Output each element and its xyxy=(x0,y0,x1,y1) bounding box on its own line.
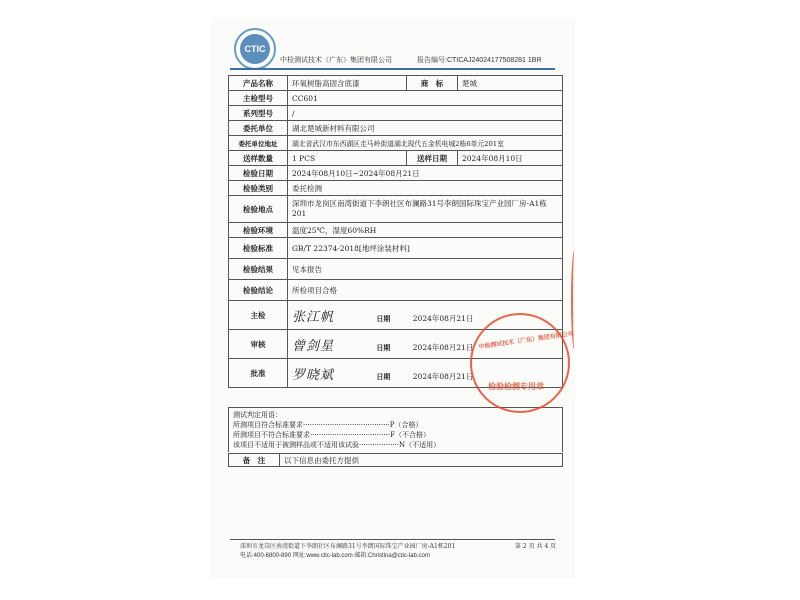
row-label: 产品名称 xyxy=(229,76,288,91)
row-value: 2024年08月10日~2024年08月21日 xyxy=(288,166,563,181)
header-divider xyxy=(230,68,555,70)
table-row xyxy=(229,166,563,181)
report-page xyxy=(210,18,575,578)
footer-address: 深圳市龙岗区南湾街道下李朗社区布澜路31号李朗国际珠宝产业园厂房-A1栋201 xyxy=(240,543,456,550)
row-value: 温度25℃，湿度60%RH xyxy=(288,223,563,238)
date-label: 日期 xyxy=(376,343,391,352)
report-number: 报告编号:CTICAJ24024177508281 1BR xyxy=(417,57,542,64)
table-row xyxy=(229,280,563,301)
handwritten-signature: 罗晓斌 xyxy=(292,367,335,383)
official-seal xyxy=(470,313,575,413)
seal-edge-mark xyxy=(571,250,578,350)
table-row xyxy=(229,76,563,91)
table-row xyxy=(229,121,563,136)
table-row xyxy=(229,151,563,166)
row-value: 所检项目合格 xyxy=(288,280,563,301)
row-label: 系列型号 xyxy=(229,106,288,121)
criteria-line: 所测项目符合标准要求·······································P（合格） xyxy=(233,421,423,429)
row-value: 2024年08月10日 xyxy=(458,151,563,166)
row-label: 商 标 xyxy=(407,76,458,91)
page-number: 第 2 页 共 4 页 xyxy=(515,543,557,550)
criteria-line: 该项目不适用于被测样品或不适用该试验··················N（不适用） xyxy=(233,441,441,449)
row-label: 委托单位 xyxy=(229,121,288,136)
row-value: 见本报告 xyxy=(288,259,563,280)
row-label: 检验结论 xyxy=(229,280,288,301)
row-value: 委托检测 xyxy=(288,181,563,196)
signature-role: 批准 xyxy=(229,359,288,388)
criteria-line: 所测项目不符合标准要求····································F（不合格） xyxy=(233,431,430,439)
row-value: 湖北楚城新材料有限公司 xyxy=(288,121,563,136)
row-label: 检验日期 xyxy=(229,166,288,181)
date-label: 日期 xyxy=(376,314,391,323)
footer-contact: 电话:400-6800-890 网址:www.ctic-lab.com 邮箱:Christina@ctic-lab.com xyxy=(240,553,430,559)
table-row xyxy=(229,259,563,280)
criteria-title: 测试判定用语： xyxy=(233,411,282,419)
row-value: 1 PCS xyxy=(288,151,407,166)
row-value: 楚城 xyxy=(458,76,563,91)
seal-text: 检验检测专用章 xyxy=(488,382,544,391)
table-row xyxy=(229,91,563,106)
row-value: CC601 xyxy=(288,91,563,106)
signature-date: 2024年08月21日 xyxy=(412,371,474,381)
remark-label: 备 注 xyxy=(229,454,280,466)
row-label: 委托单位地址 xyxy=(229,136,288,151)
table-row xyxy=(229,223,563,238)
remark-row xyxy=(228,453,563,467)
row-value: GB/T 22374-2018[地坪涂装材料] xyxy=(288,238,563,259)
row-label: 检验类别 xyxy=(229,181,288,196)
date-label: 日期 xyxy=(376,372,391,381)
table-row xyxy=(229,238,563,259)
signature-date: 2024年08月21日 xyxy=(412,342,474,352)
table-row xyxy=(229,136,563,151)
table-row xyxy=(229,196,563,223)
logo-text: CTIC xyxy=(240,34,270,64)
row-value: 环氧树脂高固含底漆 xyxy=(288,76,407,91)
criteria-box xyxy=(228,407,563,452)
row-label: 主检型号 xyxy=(229,91,288,106)
signature-date: 2024年08月21日 xyxy=(412,313,474,323)
seal-company-text: 中检测试技术（广东）集团有限公司 xyxy=(478,330,575,351)
ctic-logo xyxy=(234,28,276,70)
remark-value: 以下信息由委托方提供 xyxy=(284,456,359,465)
row-label: 检验地点 xyxy=(229,196,288,223)
handwritten-signature: 张江帆 xyxy=(292,309,335,325)
table-row xyxy=(229,181,563,196)
row-label: 送样日期 xyxy=(407,151,458,166)
company-name: 中检测试技术（广东）集团有限公司 xyxy=(280,56,392,64)
row-label: 检验结果 xyxy=(229,259,288,280)
row-value: 湖北省武汉市东西湖区走马岭街道湖北现代五金机电城2栋6单元201室 xyxy=(288,136,563,151)
table-row xyxy=(229,106,563,121)
signature-role: 主检 xyxy=(229,301,288,330)
row-label: 检验环境 xyxy=(229,223,288,238)
row-value: 深圳市龙岗区南湾街道下李朗社区布澜路31号李朗国际珠宝产业园厂房-A1栋201 xyxy=(288,196,563,223)
handwritten-signature: 曾剑星 xyxy=(292,338,335,354)
row-value: / xyxy=(288,106,563,121)
row-label: 检验标准 xyxy=(229,238,288,259)
row-label: 送样数量 xyxy=(229,151,288,166)
footer-divider xyxy=(230,539,555,540)
signature-role: 审核 xyxy=(229,330,288,359)
